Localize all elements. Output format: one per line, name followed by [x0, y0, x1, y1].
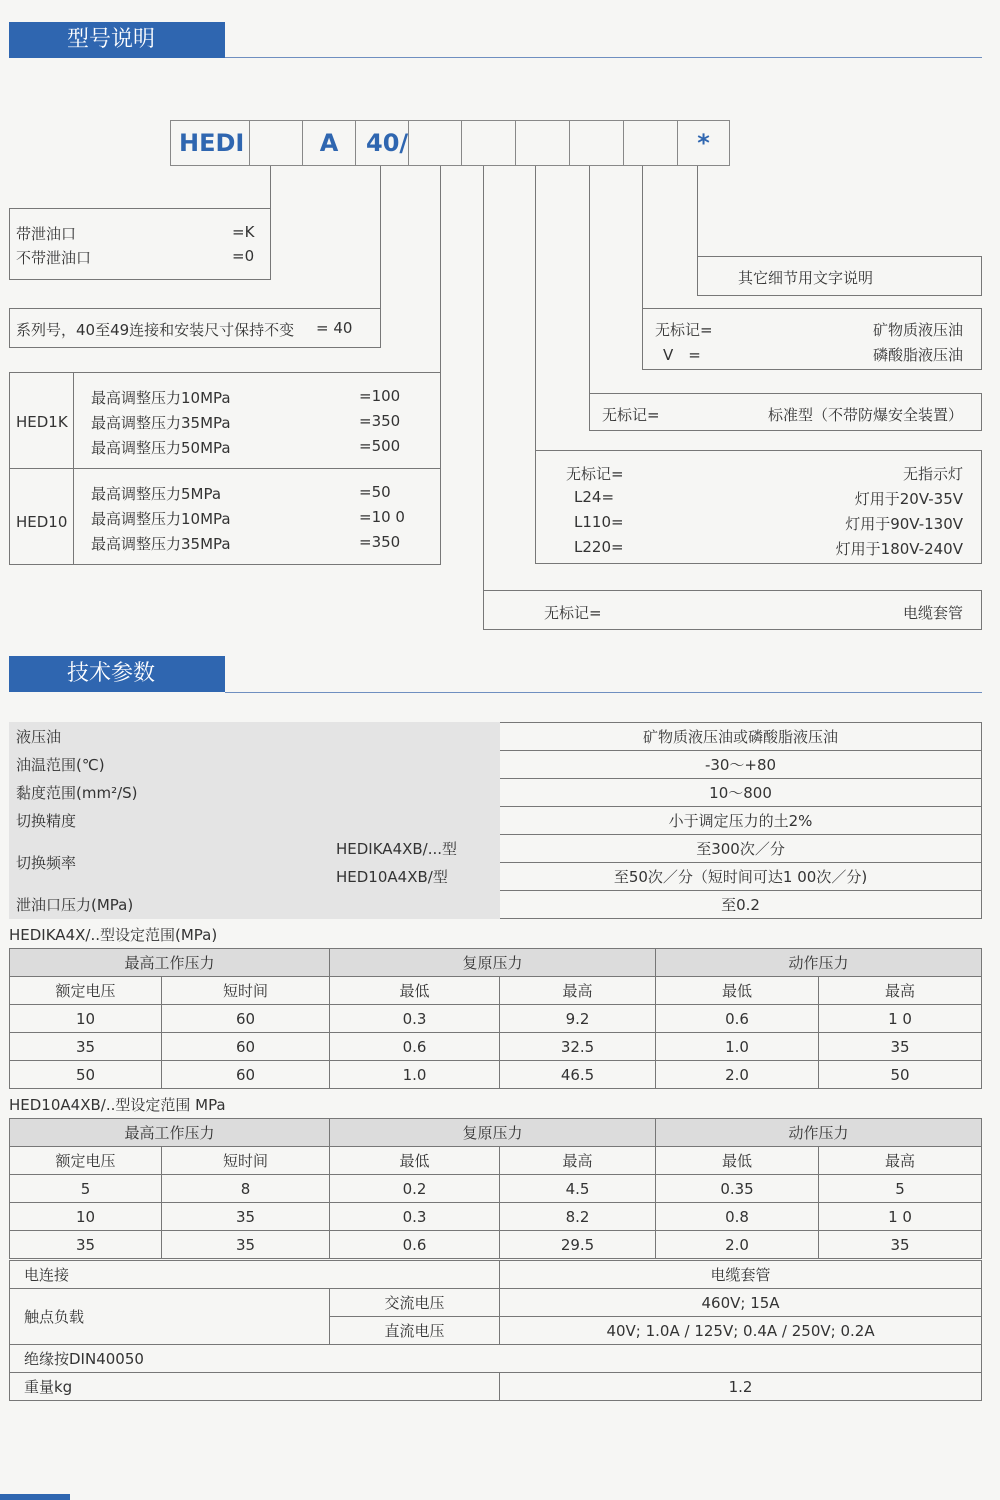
cable-desc: 电缆套管 — [902, 604, 963, 622]
param-value: 矿物质液压油或磷酸脂液压油 — [500, 723, 982, 751]
cell: 32.5 — [500, 1033, 656, 1061]
column-header: 最低 — [330, 1147, 500, 1175]
leak-port-value: =K — [232, 223, 255, 241]
cell: 8.2 — [500, 1203, 656, 1231]
param-value: 至0.2 — [500, 891, 982, 919]
cell: 0.2 — [330, 1175, 500, 1203]
table-row — [10, 1203, 982, 1231]
code-segment-pressure — [408, 120, 462, 166]
page-footer-bar — [0, 1494, 70, 1500]
indicator-code: L220= — [574, 538, 624, 556]
cell: 60 — [162, 1005, 330, 1033]
group-header: 最高工作压力 — [10, 949, 330, 977]
pressure-group-name: HED10 — [16, 513, 68, 531]
param-sublabel: 直流电压 — [330, 1317, 500, 1345]
cell: 29.5 — [500, 1231, 656, 1259]
cell: 8 — [162, 1175, 330, 1203]
cell: 0.3 — [330, 1203, 500, 1231]
leak-port-label: 带泄油口 — [16, 225, 77, 243]
column-header: 最低 — [656, 977, 819, 1005]
pressure-row-value: =350 — [359, 412, 401, 430]
fluid-desc: 磷酸脂液压油 — [872, 346, 963, 364]
code-segment-5 — [461, 120, 516, 166]
column-header: 最高 — [500, 1147, 656, 1175]
column-header: 短时间 — [162, 977, 330, 1005]
cell: 10 — [10, 1005, 162, 1033]
param-sublabel: HEDIKA4XB/...型 — [330, 835, 500, 863]
cell: 35 — [10, 1231, 162, 1259]
cell: 0.6 — [330, 1033, 500, 1061]
cell: 50 — [10, 1061, 162, 1089]
cell: 5 — [819, 1175, 982, 1203]
group-header: 复原压力 — [330, 1119, 656, 1147]
electrical-table — [9, 1260, 982, 1401]
cell: 2.0 — [656, 1061, 819, 1089]
pressure-row-label: 最高调整压力10MPa — [91, 510, 231, 528]
table-row — [10, 1005, 982, 1033]
param-value: 460V; 15A — [500, 1289, 982, 1317]
standard-desc: 标准型（不带防爆安全装置） — [767, 406, 963, 424]
fluid-code: 无标记= — [655, 321, 713, 339]
table-row — [10, 1231, 982, 1259]
code-segment-7 — [569, 120, 624, 166]
series-label: 系列号，40至49连接和安装尺寸保持不变 — [16, 321, 295, 339]
cable-box — [483, 590, 982, 630]
param-label: 触点负载 — [10, 1289, 330, 1345]
pressure-row-value: =10 0 — [359, 508, 405, 526]
cell: 35 — [819, 1231, 982, 1259]
section-title-model: 型号说明 — [9, 22, 225, 58]
group-header: 最高工作压力 — [10, 1119, 330, 1147]
column-header: 最低 — [656, 1147, 819, 1175]
fluid-code: V = — [663, 346, 701, 364]
series-box — [9, 308, 381, 348]
leak-port-box — [9, 208, 271, 280]
pressure-row-label: 最高调整压力35MPa — [91, 414, 231, 432]
cell: 60 — [162, 1033, 330, 1061]
param-label: 液压油 — [10, 723, 500, 751]
indicator-box — [535, 450, 982, 564]
pressure-groups-box — [9, 372, 441, 565]
code-segment-series: 40/ — [355, 120, 409, 166]
indicator-code: L110= — [574, 513, 624, 531]
param-label: 油温范围(℃) — [10, 751, 500, 779]
cell: 2.0 — [656, 1231, 819, 1259]
pressure-row-value: =50 — [359, 483, 391, 501]
pressure-row-value: =350 — [359, 533, 401, 551]
pressure-row-value: =100 — [359, 387, 401, 405]
section-rule — [225, 692, 982, 693]
code-segment-6 — [515, 120, 570, 166]
other-details-box — [697, 256, 982, 296]
leak-port-value: =0 — [232, 247, 255, 265]
code-segment-8 — [623, 120, 678, 166]
leak-port-label: 不带泄油口 — [16, 249, 92, 267]
column-header: 最高 — [819, 977, 982, 1005]
indicator-desc: 灯用于180V-240V — [835, 540, 963, 558]
series-value: = 40 — [316, 319, 353, 337]
cell: 1 0 — [819, 1005, 982, 1033]
table1-caption: HEDIKA4X/..型设定范围(MPa) — [9, 926, 218, 944]
cell: 35 — [819, 1033, 982, 1061]
table2-caption: HED10A4XB/..型设定范围 MPa — [9, 1096, 226, 1114]
cell: 0.6 — [330, 1231, 500, 1259]
cell: 9.2 — [500, 1005, 656, 1033]
cell: 1.0 — [656, 1033, 819, 1061]
pressure-row-label: 最高调整压力10MPa — [91, 389, 231, 407]
table-row — [10, 1061, 982, 1089]
code-segment-a: A — [302, 120, 356, 166]
cell: 60 — [162, 1061, 330, 1089]
cell: 46.5 — [500, 1061, 656, 1089]
param-label: 切换精度 — [10, 807, 500, 835]
cell: 35 — [162, 1203, 330, 1231]
column-header: 短时间 — [162, 1147, 330, 1175]
pressure-row-value: =500 — [359, 437, 401, 455]
param-sublabel: 交流电压 — [330, 1289, 500, 1317]
param-value: 至50次／分（短时间可达1 00次／分) — [500, 863, 982, 891]
indicator-desc: 无指示灯 — [902, 465, 963, 483]
indicator-code: 无标记= — [566, 465, 624, 483]
standard-box — [589, 393, 982, 431]
param-label: 切换频率 — [10, 835, 330, 891]
param-label: 重量kg — [10, 1373, 500, 1401]
other-details-label: 其它细节用文字说明 — [738, 269, 874, 287]
standard-code: 无标记= — [602, 406, 660, 424]
param-value: 40V; 1.0A / 125V; 0.4A / 250V; 0.2A — [500, 1317, 982, 1345]
code-segment-asterisk: * — [677, 120, 730, 166]
group-header: 动作压力 — [656, 1119, 982, 1147]
cell: 0.6 — [656, 1005, 819, 1033]
cell: 1 0 — [819, 1203, 982, 1231]
fluid-box — [642, 308, 982, 370]
code-segment-leak — [249, 120, 303, 166]
cell: 1.0 — [330, 1061, 500, 1089]
pressure-row-label: 最高调整压力50MPa — [91, 439, 231, 457]
param-label: 绝缘按DIN40050 — [10, 1345, 982, 1373]
cell: 0.3 — [330, 1005, 500, 1033]
column-header: 额定电压 — [10, 977, 162, 1005]
fluid-desc: 矿物质液压油 — [872, 321, 963, 339]
param-sublabel: HED10A4XB/型 — [330, 863, 500, 891]
group-header: 复原压力 — [330, 949, 656, 977]
cell: 35 — [10, 1033, 162, 1061]
param-label: 泄油口压力(MPa) — [10, 891, 500, 919]
column-header: 最低 — [330, 977, 500, 1005]
indicator-code: L24= — [574, 488, 615, 506]
indicator-desc: 灯用于90V-130V — [845, 515, 963, 533]
group-header: 动作压力 — [656, 949, 982, 977]
code-segment-hedi: HEDI — [170, 120, 250, 166]
pressure-group-name: HED1K — [16, 413, 68, 431]
cell: 35 — [162, 1231, 330, 1259]
section-title-tech: 技术参数 — [9, 656, 225, 692]
param-value: 至300次／分 — [500, 835, 982, 863]
cell: 5 — [10, 1175, 162, 1203]
cell: 10 — [10, 1203, 162, 1231]
param-value: 电缆套管 — [500, 1261, 982, 1289]
param-value: 1.2 — [500, 1373, 982, 1401]
table-row — [10, 1175, 982, 1203]
column-header: 额定电压 — [10, 1147, 162, 1175]
pressure-row-label: 最高调整压力35MPa — [91, 535, 231, 553]
column-header: 最高 — [500, 977, 656, 1005]
param-label: 电连接 — [10, 1261, 500, 1289]
param-value: 小于调定压力的土2% — [500, 807, 982, 835]
section-rule — [225, 57, 982, 58]
cable-code: 无标记= — [544, 604, 602, 622]
range-table-1 — [9, 948, 982, 1089]
param-value: -30〜+80 — [500, 751, 982, 779]
param-label: 黏度范围(mm²/S) — [10, 779, 500, 807]
column-header: 最高 — [819, 1147, 982, 1175]
param-value: 10〜800 — [500, 779, 982, 807]
cell: 4.5 — [500, 1175, 656, 1203]
pressure-row-label: 最高调整压力5MPa — [91, 485, 222, 503]
indicator-desc: 灯用于20V-35V — [854, 490, 963, 508]
params-table — [9, 722, 982, 919]
cell: 0.8 — [656, 1203, 819, 1231]
cell: 0.35 — [656, 1175, 819, 1203]
cell: 50 — [819, 1061, 982, 1089]
table-row — [10, 1033, 982, 1061]
range-table-2 — [9, 1118, 982, 1259]
